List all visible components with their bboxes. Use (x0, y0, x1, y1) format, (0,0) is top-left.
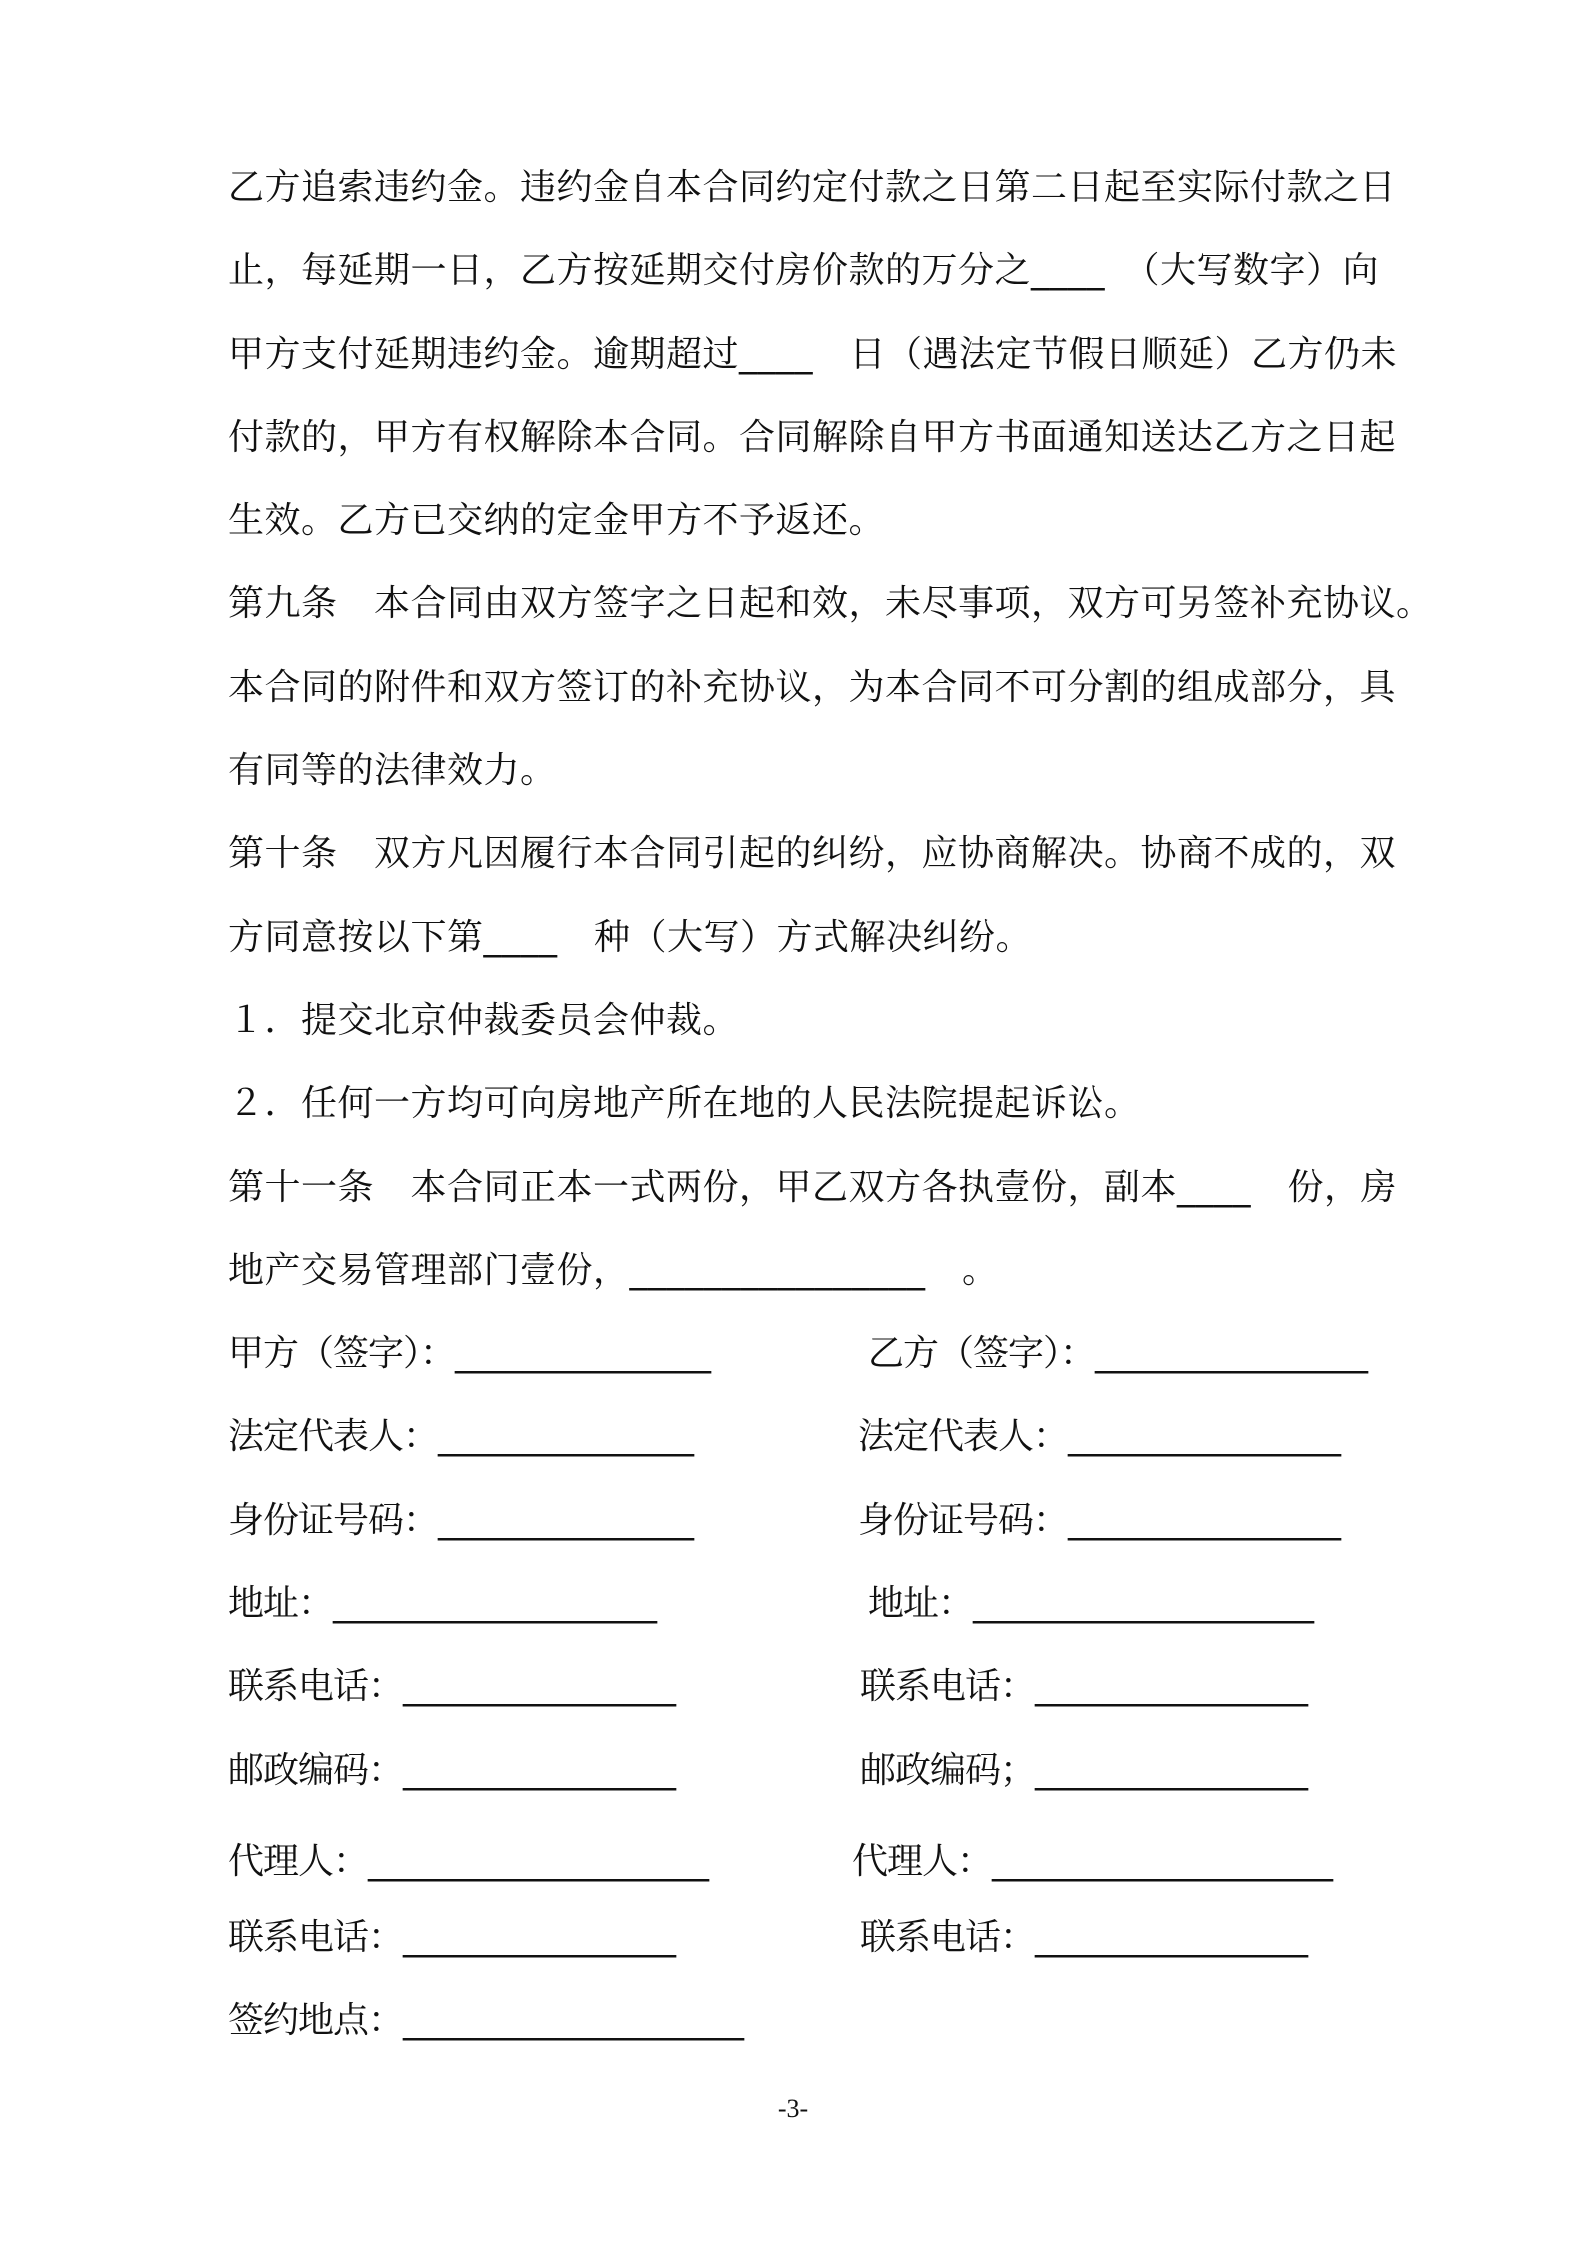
article-9-line: 本合同的附件和双方签订的补充协议，为本合同不可分割的组成部分，具 (228, 667, 1397, 708)
signing-location: 签约地点：____________________ (228, 2000, 744, 2041)
article-10-line: 第十条 双方凡因履行本合同引起的纠纷，应协商解决。协商不成的，双 (228, 833, 1397, 874)
party-a-legal-rep: 法定代表人：_______________ (228, 1416, 694, 1457)
article-11-line: 第十一条 本合同正本一式两份，甲乙双方各执壹份，副本____ 份，房 (228, 1167, 1398, 1208)
page-number: -3- (777, 2094, 809, 2123)
article-11-line: 地产交易管理部门壹份，________________ 。 (228, 1250, 999, 1291)
party-a-agent-phone: 联系电话：________________ (228, 1917, 676, 1958)
dispute-option: １．提交北京仲裁委员会仲裁。 (228, 1000, 740, 1041)
article-9-line: 第九条 本合同由双方签字之日起和效，未尽事项，双方可另签补充协议。 (228, 583, 1433, 624)
party-a-postcode: 邮政编码：________________ (228, 1750, 676, 1791)
party-b-id-number: 身份证号码：________________ (858, 1500, 1341, 1541)
party-b-postcode: 邮政编码；________________ (860, 1750, 1308, 1791)
party-a-phone: 联系电话：________________ (228, 1666, 676, 1707)
paragraph-line: 付款的，甲方有权解除本合同。合同解除自甲方书面通知送达乙方之日起 (228, 417, 1397, 458)
party-b-agent-phone: 联系电话：________________ (860, 1917, 1308, 1958)
party-a-address: 地址：___________________ (228, 1583, 657, 1624)
paragraph-line: 乙方追索违约金。违约金自本合同约定付款之日第二日起至实际付款之日 (228, 167, 1397, 208)
party-b-address: 地址：____________________ (868, 1583, 1314, 1624)
article-10-line: 方同意按以下第____ 种（大写）方式解决纠纷。 (228, 917, 1033, 958)
party-b-legal-rep: 法定代表人：________________ (858, 1416, 1341, 1457)
party-b-signature: 乙方（签字）：________________ (868, 1333, 1368, 1374)
party-a-signature: 甲方（签字）：_______________ (228, 1333, 711, 1374)
party-a-agent: 代理人：____________________ (228, 1841, 709, 1882)
party-a-id-number: 身份证号码：_______________ (228, 1500, 694, 1541)
party-b-phone: 联系电话：________________ (860, 1666, 1308, 1707)
party-b-agent: 代理人：____________________ (852, 1841, 1333, 1882)
paragraph-line: 甲方支付延期违约金。逾期超过____ 日（遇法定节假日顺延）乙方仍未 (228, 334, 1398, 375)
article-9-line: 有同等的法律效力。 (228, 750, 557, 791)
paragraph-line: 生效。乙方已交纳的定金甲方不予返还。 (228, 500, 886, 541)
dispute-option: ２．任何一方均可向房地产所在地的人民法院提起诉讼。 (228, 1083, 1141, 1124)
paragraph-line: 止，每延期一日，乙方按延期交付房价款的万分之____ （大写数字）向 (228, 250, 1380, 291)
